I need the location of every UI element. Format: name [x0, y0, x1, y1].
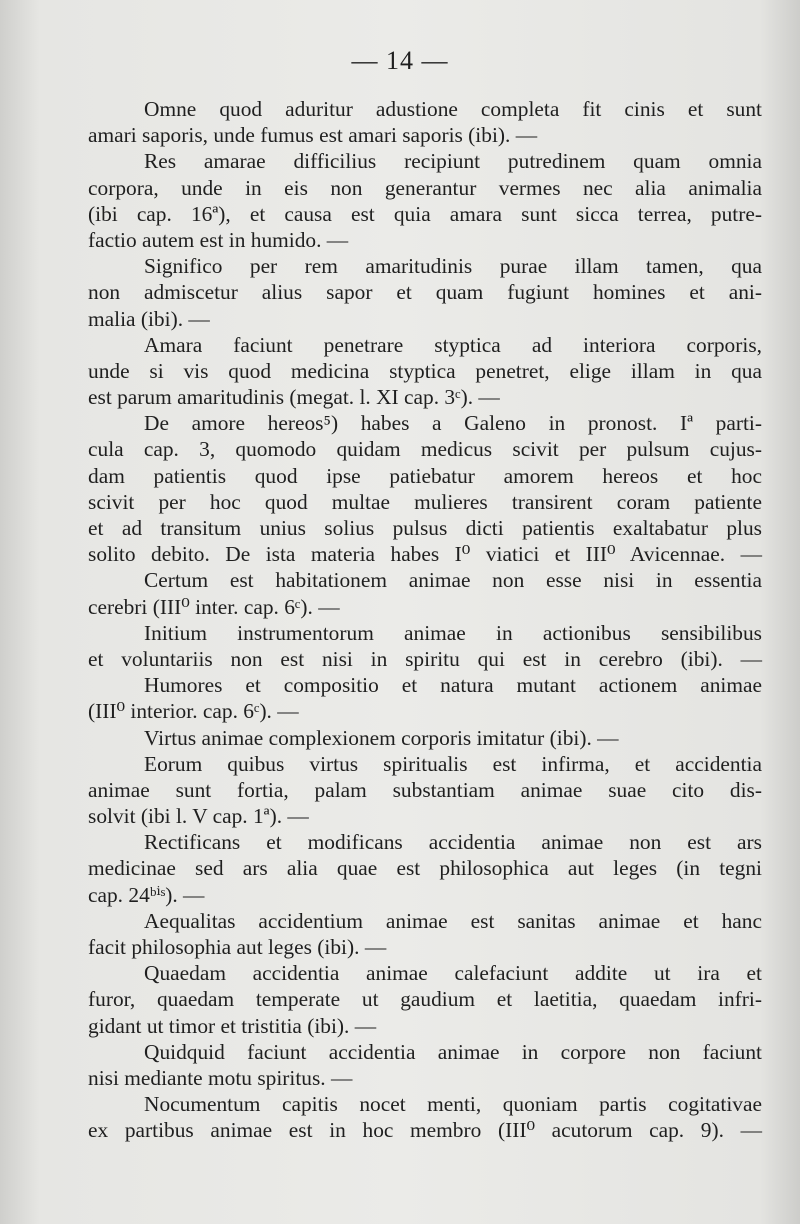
text-line: solvit (ibi l. V cap. 1ª). — [88, 804, 309, 829]
text-line: Rectificans et modificans accidentia animae non est ars [144, 830, 762, 855]
text-line: Amara faciunt penetrare styptica ad interiora corporis, [144, 332, 762, 357]
text-line: gidant ut timor et tristitia (ibi). — [88, 1013, 377, 1038]
text-line: De amore hereos⁵) habes a Galeno in pronost. Iª parti- [144, 411, 762, 436]
text-line: Quidquid faciunt accidentia animae in corpore non faciunt [144, 1039, 762, 1064]
text-line: non admiscetur alius sapor et quam fugiunt homines et ani- [88, 280, 762, 305]
text-line: scivit per hoc quod multae mulieres transirent coram patiente [88, 489, 762, 514]
text-line: cula cap. 3, quomodo quidam medicus scivit per pulsum cujus- [88, 437, 762, 462]
text-line: Nocumentum capitis nocet menti, quoniam partis cogitativae [144, 1092, 762, 1117]
text-line: Significo per rem amaritudinis purae illam tamen, qua [144, 254, 762, 279]
text-line: facit philosophia aut leges (ibi). — [88, 935, 387, 959]
text-line: Initium instrumentorum animae in actionibus sensibilibus [144, 620, 762, 645]
text-line: unde si vis quod medicina styptica penetret, elige illam in qua [88, 358, 762, 383]
text-line: est parum amaritudinis (megat. l. XI cap. 3ᶜ). — [88, 385, 500, 410]
text-line: medicinae sed ars alia quae est philosophica aut leges (in tegni [88, 856, 762, 881]
text-line: cap. 24ᵇⁱˢ). — [88, 882, 205, 907]
text-line: corpora, unde in eis non generantur vermes nec alia animalia [88, 175, 762, 200]
text-line: Virtus animae complexionem corporis imitatur (ibi). — [144, 725, 619, 750]
text-line: et ad transitum unius solius pulsus dicti patientis exaltabatur plus [88, 516, 762, 540]
body-text [88, 96, 762, 1144]
text-line: animae sunt fortia, palam substantiam animae suae cito dis- [88, 777, 762, 802]
text-line: ex partibus animae est in hoc membro (III⁰ acutorum cap. 9). — [88, 1118, 762, 1143]
text-line: Aequalitas accidentium animae est sanitas animae et hanc [144, 908, 762, 933]
text-line: solito debito. De ista materia habes I⁰ viatici et III⁰ Avicennae. — [88, 542, 762, 567]
text-line: Quaedam accidentia animae calefaciunt addite ut ira et [144, 961, 762, 986]
text-line: (III⁰ interior. cap. 6ᶜ). — [88, 699, 299, 724]
text-line: Humores et compositio et natura mutant actionem animae [144, 673, 762, 698]
text-line: Certum est habitationem animae non esse nisi in essentia [144, 568, 762, 593]
text-line: furor, quaedam temperate ut gaudium et laetitia, quaedam infri- [88, 987, 762, 1012]
page-number: — 14 — [351, 46, 449, 75]
text-line: Eorum quibus virtus spiritualis est infirma, et accidentia [144, 751, 762, 776]
text-line: et voluntariis non est nisi in spiritu qui est in cerebro (ibi). — [88, 646, 762, 671]
text-line: (ibi cap. 16ª), et causa est quia amara sunt sicca terrea, putre- [88, 201, 762, 226]
text-line: dam patientis quod ipse patiebatur amorem hereos et hoc [88, 463, 762, 488]
text-line: factio autem est in humido. — [88, 227, 349, 252]
text-line: amari saporis, unde fumus est amari saporis (ibi). — [88, 123, 538, 148]
text-line: Res amarae difficilius recipiunt putredinem quam omnia [144, 149, 762, 174]
text-line: nisi mediante motu spiritus. — [88, 1065, 353, 1090]
text-line: Omne quod aduritur adustione completa fit cinis et sunt [144, 97, 762, 121]
text-line: cerebri (III⁰ inter. cap. 6ᶜ). — [88, 594, 340, 619]
text-line: malia (ibi). — [88, 306, 210, 331]
